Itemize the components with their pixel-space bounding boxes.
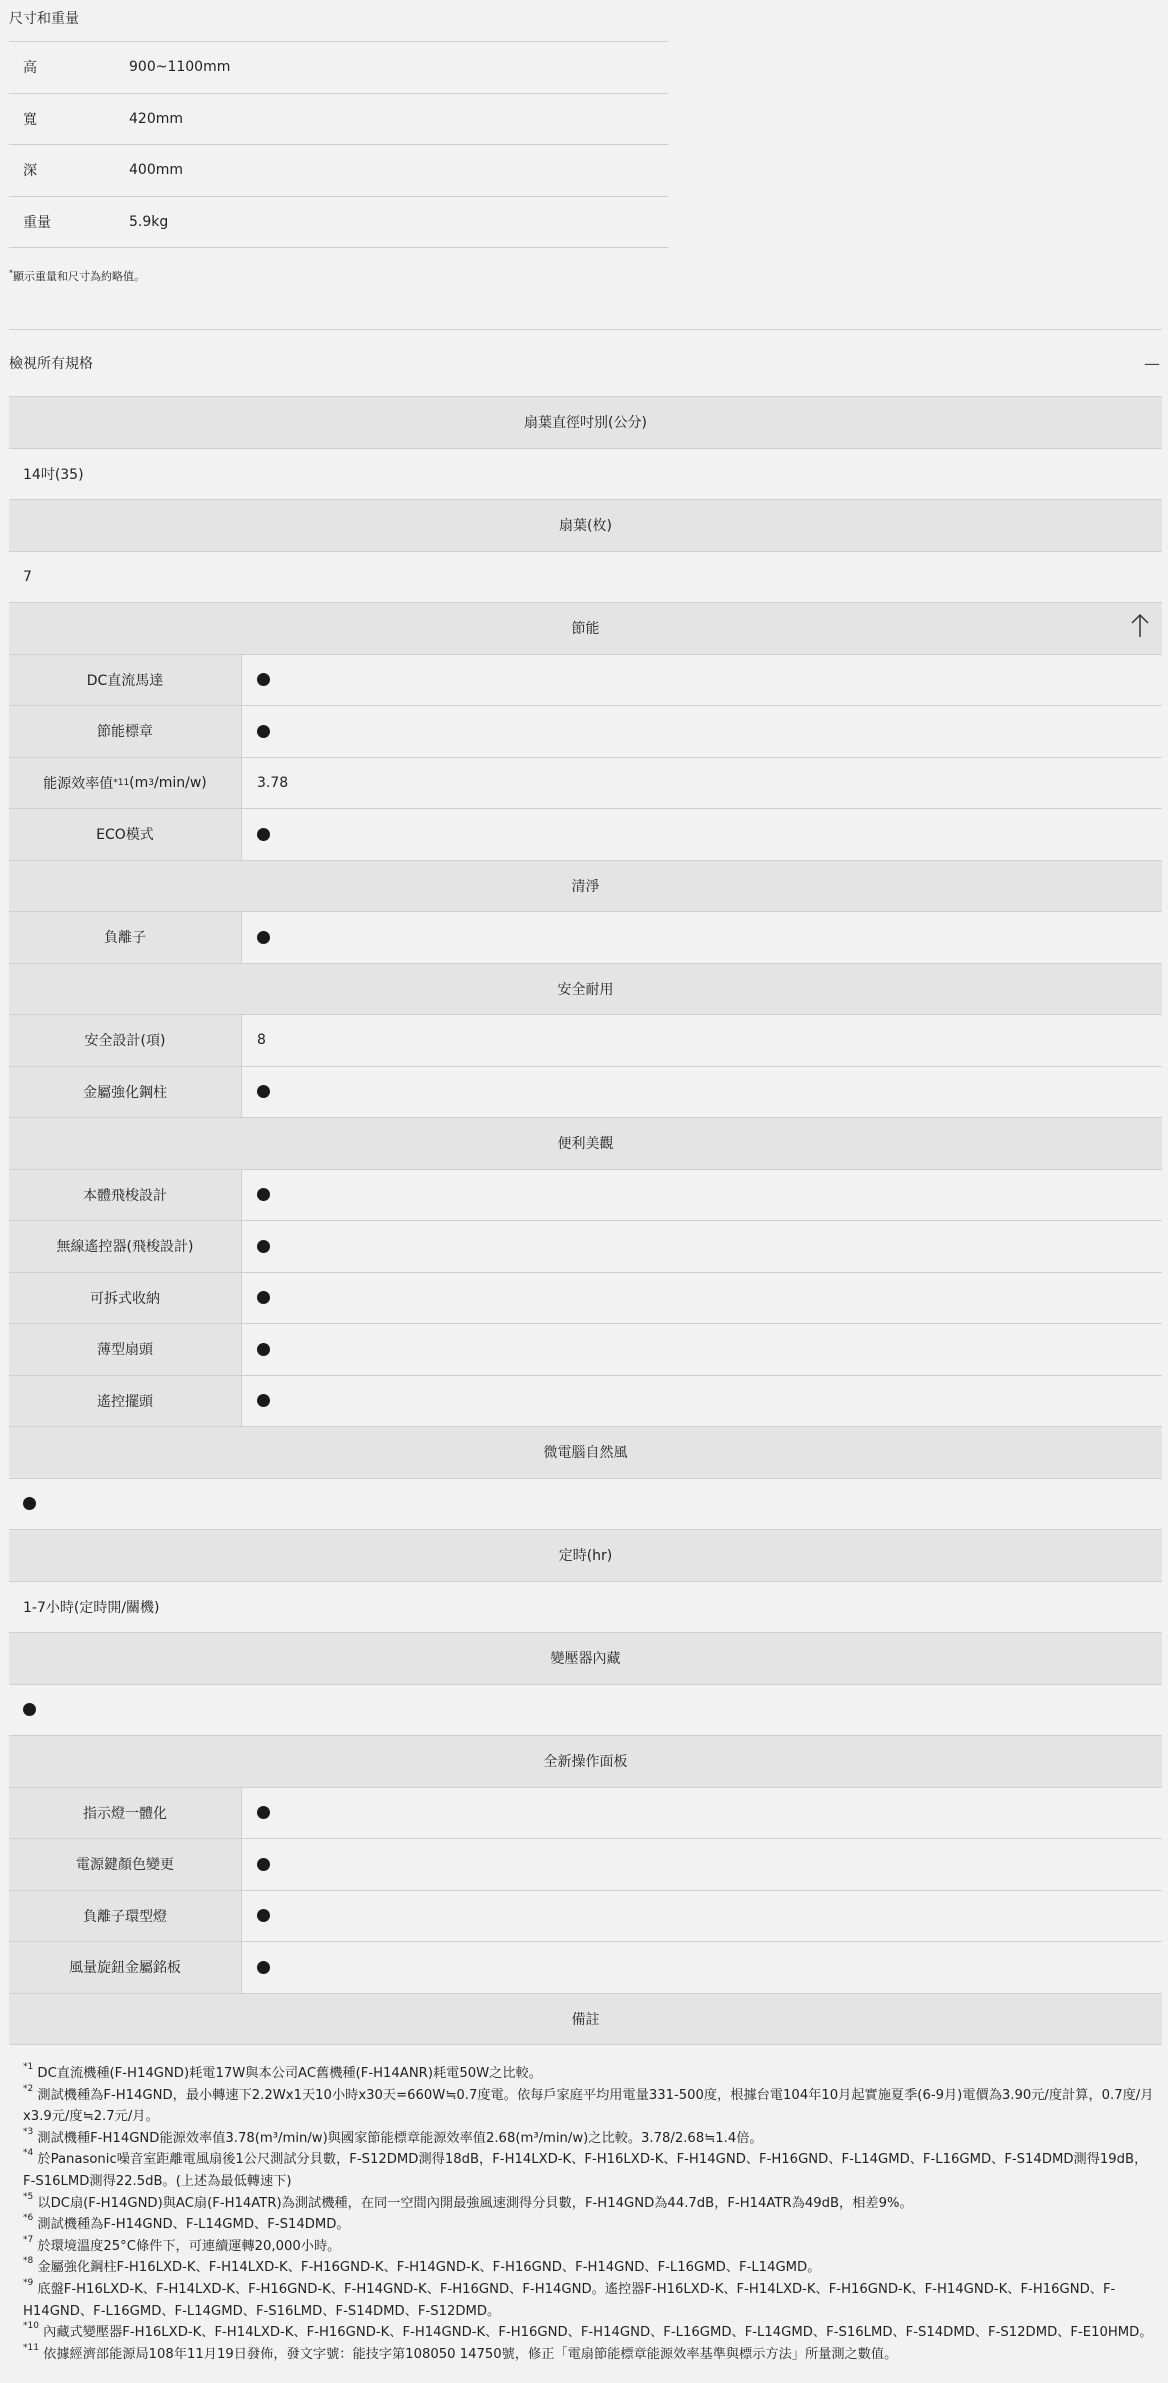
dimension-value: 900~1100mm (129, 59, 231, 76)
spec-value (242, 1376, 1162, 1427)
footnote-mark: *2 (23, 2083, 34, 2094)
footnote-text: 測試機種為F-H14GND、F-L14GMD、F-S14DMD。 (33, 2217, 350, 2233)
footnote-item (23, 2063, 1154, 2085)
section-header-blade-diameter: 扇葉直徑吋別(公分) (9, 397, 1162, 449)
dimension-label: 高 (23, 60, 37, 77)
bullet-dot-icon (257, 1394, 270, 1407)
spec-label: 負離子環型燈 (9, 1891, 242, 1942)
dimension-row-height (9, 42, 669, 94)
bullet-dot-icon (257, 1188, 270, 1201)
footnote-mark: *7 (23, 2234, 34, 2245)
spec-row-dc-motor (9, 655, 1162, 707)
spec-row-indicator (9, 1788, 1162, 1840)
spec-label-unit: (m (129, 774, 149, 791)
inverter-value (9, 1685, 1162, 1737)
spec-value (242, 1221, 1162, 1272)
footnote-text: 於環境溫度25°C條件下，可連續運轉20,000小時。 (33, 2238, 341, 2254)
footnote-text: 金屬強化鋼柱F-H16LXD-K、F-H14LXD-K、F-H16GND-K、F-H14GND-K、F-H16GND、F-H14GND、F-L16GMD、F-L14GMD。 (33, 2260, 821, 2276)
view-all-specs-label: 檢視所有規格 (9, 356, 93, 372)
section-header-convenience: 便利美觀 (9, 1118, 1162, 1170)
footnote-item (23, 2085, 1154, 2128)
spec-row-eco-mode (9, 809, 1162, 861)
footnote-item (23, 2214, 1154, 2236)
footnote-text: 內藏式變壓器F-H16LXD-K、F-H14LXD-K、F-H16GND-K、F-H14GND-K、F-H16GND、F-H14GND、F-L16GMD、F-L14GMD、F-S16LMD、F-S14DMD、F-S12DMD、F-E10HMD。 (38, 2325, 1153, 2341)
unit-exponent: 3 (148, 777, 155, 788)
bullet-dot-icon (23, 1497, 36, 1510)
spec-value (242, 809, 1162, 860)
timer-value: 1-7小時(定時開/關機) (9, 1582, 1162, 1634)
spec-value (242, 1839, 1162, 1890)
spec-row-wireless-remote (9, 1221, 1162, 1273)
footnote-item (23, 2236, 1154, 2258)
spec-row-steel-pole (9, 1067, 1162, 1119)
footnote-item (23, 2128, 1154, 2150)
bullet-dot-icon (257, 1961, 270, 1974)
spec-label: 薄型扇頭 (9, 1324, 242, 1375)
spec-label: 本體飛梭設計 (9, 1170, 242, 1221)
spec-value (242, 912, 1162, 963)
minus-icon[interactable]: — (1144, 353, 1160, 373)
dimension-value: 5.9kg (129, 213, 169, 230)
spec-label: 安全設計(項) (9, 1015, 242, 1066)
section-title: 節能 (571, 621, 600, 638)
footnote-mark: *3 (23, 2126, 34, 2137)
bullet-dot-icon (257, 1085, 270, 1098)
footnote-text: 測試機種為F-H14GND，最小轉速下2.2Wx1天10小時x30天=660W≒0.7度電。依每戶家庭平均用電量331-500度，根據台電104年10月起實施夏季(6-9月)電價為3.90元/度計算，0.7度/月x3.9元/度≒2.7元/月。 (23, 2087, 1154, 2125)
dimension-row-weight (9, 197, 669, 249)
footnote-mark: *11 (23, 2342, 39, 2353)
dimension-value: 400mm (129, 162, 183, 179)
section-header-blades: 扇葉(枚) (9, 500, 1162, 552)
spec-row-power-key-color (9, 1839, 1162, 1891)
remarks-notes (9, 2045, 1162, 2365)
spec-row-knob-plate (9, 1942, 1162, 1994)
footnote-item (23, 2344, 1154, 2366)
footnote-mark: *9 (23, 2277, 34, 2288)
spec-row-thin-head (9, 1324, 1162, 1376)
footnote-text: 底盤F-H16LXD-K、F-H14LXD-K、F-H16GND-K、F-H14GND-K、F-H16GND、F-H14GND。遙控器F-H16LXD-K、F-H14LXD-K、F-H16GND-K、F-H14GND-K、F-H16GND、F-H14GND、F-L16GMD、F-L14GMD、F-S16LMD、F-S14DMD、F-S12DMD。 (23, 2281, 1116, 2319)
section-header-panel: 全新操作面板 (9, 1736, 1162, 1788)
footnote-text: 測試機種F-H14GND能源效率值3.78(m³/min/w)與國家節能標章能源效率值2.68(m³/min/w)之比較。3.78/2.68≒1.4倍。 (33, 2130, 763, 2146)
spec-value (242, 1170, 1162, 1221)
spec-value (242, 655, 1162, 706)
spec-label (9, 758, 242, 809)
footnote-item (23, 2149, 1154, 2192)
spec-row-negative-ion (9, 912, 1162, 964)
spec-value (242, 706, 1162, 757)
bullet-dot-icon (257, 1240, 270, 1253)
bullet-dot-icon (23, 1703, 36, 1716)
footnote-item (23, 2193, 1154, 2215)
footnote-text: DC直流機種(F-H14GND)耗電17W與本公司AC舊機種(F-H14ANR)耗電50W之比較。 (33, 2066, 542, 2081)
bullet-dot-icon (257, 1909, 270, 1922)
spec-value (242, 1942, 1162, 1993)
dimension-row-depth (9, 145, 669, 197)
footnote-item (23, 2279, 1154, 2322)
footnote-mark: *1 (23, 2062, 34, 2072)
spec-label: 指示燈一體化 (9, 1788, 242, 1839)
bullet-dot-icon (257, 1343, 270, 1356)
note-text: 顯示重量和尺寸為約略值。 (13, 270, 145, 283)
dimension-row-width (9, 94, 669, 146)
footnote-mark: *4 (23, 2148, 34, 2159)
spec-row-safety-design (9, 1015, 1162, 1067)
note-mark: * (9, 268, 13, 278)
bullet-dot-icon (257, 1806, 270, 1819)
bullet-dot-icon (257, 931, 270, 944)
footnote-mark: *10 (23, 2321, 39, 2332)
bullet-dot-icon (257, 673, 270, 686)
footnote-text: 以DC扇(F-H14GND)與AC扇(F-H14ATR)為測試機種，在同一空間內開最強風速測得分貝數，F-H14GND為44.7dB，F-H14ATR為49dB，相差9%。 (33, 2195, 913, 2211)
footnote-mark: *6 (23, 2213, 34, 2224)
footnote-item (23, 2257, 1154, 2279)
spec-label: 節能標章 (9, 706, 242, 757)
spec-label: DC直流馬達 (9, 655, 242, 706)
spec-row-energy-label (9, 706, 1162, 758)
section-header-timer: 定時(hr) (9, 1530, 1162, 1582)
spec-label: 可拆式收納 (9, 1273, 242, 1324)
spec-row-ion-ring-light (9, 1891, 1162, 1943)
footnote-mark: *8 (23, 2256, 34, 2267)
spec-label: ECO模式 (9, 809, 242, 860)
section-header-energy (9, 603, 1162, 655)
section-header-safety: 安全耐用 (9, 964, 1162, 1016)
footnote-item (23, 2322, 1154, 2344)
spec-table (9, 396, 1162, 2045)
spec-label: 遙控擺頭 (9, 1376, 242, 1427)
spec-label: 金屬強化鋼柱 (9, 1067, 242, 1118)
footnote-mark: *5 (23, 2191, 34, 2202)
spec-value (242, 1324, 1162, 1375)
section-header-remarks: 備註 (9, 1994, 1162, 2046)
spec-row-remote-swing (9, 1376, 1162, 1428)
bullet-dot-icon (257, 725, 270, 738)
spec-value (242, 1788, 1162, 1839)
spec-value (242, 1067, 1162, 1118)
spec-row-efficiency (9, 758, 1162, 810)
section-header-clean: 清淨 (9, 861, 1162, 913)
spec-label: 風量旋鈕金屬銘板 (9, 1942, 242, 1993)
section-header-inverter: 變壓器內藏 (9, 1633, 1162, 1685)
dimension-label: 重量 (23, 214, 51, 231)
dimensions-title: 尺寸和重量 (9, 0, 669, 42)
dimension-label: 深 (23, 163, 37, 180)
bullet-dot-icon (257, 1291, 270, 1304)
spec-label-text: 能源效率值 (43, 775, 114, 792)
bullet-dot-icon (257, 828, 270, 841)
dimension-value: 420mm (129, 110, 183, 127)
spec-label: 無線遙控器(飛梭設計) (9, 1221, 242, 1272)
spec-label: 電源鍵顏色變更 (9, 1839, 242, 1890)
dimensions-note (9, 248, 1162, 330)
spec-label: 負離子 (9, 912, 242, 963)
dimension-label: 寬 (23, 111, 37, 128)
footnote-text: 依據經濟部能源局108年11月19日發佈，發文字號：能技字第108050 14750號，修正「電扇節能標章能源效率基準與標示方法」所量測之數值。 (38, 2346, 898, 2362)
spec-value: 3.78 (242, 758, 1162, 809)
spec-row-body-shuttle (9, 1170, 1162, 1222)
spec-value: 8 (242, 1015, 1162, 1066)
section-header-natural-wind: 微電腦自然風 (9, 1427, 1162, 1479)
bullet-dot-icon (257, 1858, 270, 1871)
spec-value (242, 1891, 1162, 1942)
blades-value: 7 (9, 552, 1162, 604)
spec-label-unit-end: /min/w) (154, 774, 207, 791)
spec-value (242, 1273, 1162, 1324)
footnote-mark: *11 (113, 777, 130, 788)
arrow-up-icon[interactable] (1128, 611, 1152, 641)
footnote-text: 於Panasonic噪音室距離電風扇後1公尺測試分貝數，F-S12DMD測得18dB，F-H14LXD-K、F-H16LXD-K、F-H14GND、F-H16GND、F-L14GMD、F-L16GMD、F-S14DMD測得19dB，F-S16LMD測得22.5dB。(上述為最低轉速下) (23, 2152, 1148, 2189)
view-all-specs-toggle[interactable] (9, 330, 1162, 396)
natural-wind-value (9, 1479, 1162, 1531)
spec-row-detachable (9, 1273, 1162, 1325)
blade-diameter-value: 14吋(35) (9, 449, 1162, 501)
